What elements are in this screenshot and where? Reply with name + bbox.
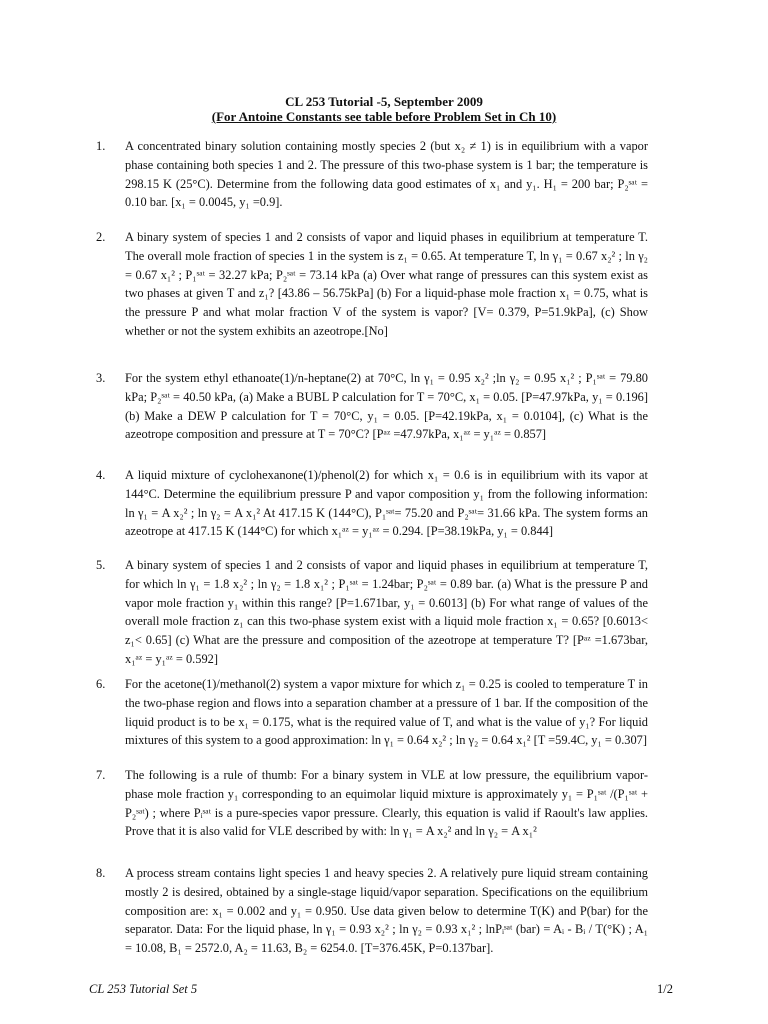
page-number: 1/2 bbox=[657, 982, 673, 996]
problem-text: A process stream contains light species 1 and heavy species 2. A relatively pure liquid stream containing mostly 2 is desired, obtained by a single-stage liquid/vapor separation. Specifications on the equilibrium composition are: x₁ = 0.002 and y₁ = 0.950. Use data given below to determine T(K) and P(bar) for the separator. Data: For the liquid phase, ln γ₁ = 0.93 x₂² ; ln γ₂ = 0.93 x₁² ; lnPᵢˢᵃᵗ (bar) = Aᵢ - Bᵢ / T(°K) ; A₁ = 10.08, B₁ = 2572.0, A₂ = 11.63, B₂ = 6254.0. [T=376.45K, P=0.137bar]. bbox=[125, 866, 648, 956]
problem-number: 3. bbox=[96, 371, 106, 385]
problem-6 bbox=[96, 675, 648, 755]
problem-number: 2. bbox=[96, 230, 106, 244]
problem-text: A binary system of species 1 and 2 consists of vapor and liquid phases in equilibrium at temperature T, for which ln γ₁ = 1.8 x₂² ; ln γ₂ = 1.8 x₁² ; P₁ˢᵃᵗ = 1.24bar; P₂ˢᵃᵗ = 0.89 bar. (a) What is the pressure P and vapor mole fraction y₁ within this range? [P=1.671bar, y₁ = 0.6013] (b) For what range of values of the overall mole fraction z₁ can this two-phase system exist with a liquid mole fraction x₁ = 0.65? [0.6013< z₁< 0.65] (c) What are the pressure and composition of the azeotrope at temperature T? [Pᵃᶻ =1.673bar, x₁ᵃᶻ = y₁ᵃᶻ = 0.592] bbox=[125, 558, 648, 666]
problem-number: 6. bbox=[96, 677, 106, 691]
problem-text: For the system ethyl ethanoate(1)/n-heptane(2) at 70°C, ln γ₁ = 0.95 x₂² ;ln γ₂ = 0.95 x₁² ; P₁ˢᵃᵗ = 79.80 kPa; P₂ˢᵃᵗ = 40.50 kPa, (a) Make a BUBL P calculation for T = 70°C, x₁ = 0.05. [P=47.97kPa, y₁ = 0.196] (b) Make a DEW P calculation for T = 70°C, y₁ = 0.05. [P=42.19kPa, x₁ = 0.0104], (c) What is the azeotrope composition and pressure at T = 70°C? [Pᵃᶻ =47.97kPa, x₁ᵃᶻ = y₁ᵃᶻ = 0.857] bbox=[125, 371, 648, 442]
problem-number: 7. bbox=[96, 768, 106, 782]
problem-2 bbox=[96, 228, 648, 348]
problem-number: 8. bbox=[96, 866, 106, 880]
problem-text: A liquid mixture of cyclohexanone(1)/phenol(2) for which x₁ = 0.6 is in equilibrium with its vapor at 144°C. Determine the equilibrium pressure P and vapor composition y₁ from the following information: ln γ₁ = A x₂² ; ln γ₂ = A x₁² At 417.15 K (144°C), P₁ˢᵃᵗ= 75.20 and P₂ˢᵃᵗ= 31.66 kPa. The system forms an azeotrope at 417.15 K (144°C) for which x₁ᵃᶻ = y₁ᵃᶻ = 0.294. [P=38.19kPa, y₁ = 0.844] bbox=[125, 468, 648, 539]
problem-1 bbox=[96, 137, 648, 217]
problem-3 bbox=[96, 369, 648, 457]
problem-4 bbox=[96, 466, 648, 548]
problem-text: For the acetone(1)/methanol(2) system a vapor mixture for which z₁ = 0.25 is cooled to temperature T in the two-phase region and flows into a separation chamber at a pressure of 1 bar. If the composition of the liquid product is to be x₁ = 0.175, what is the required value of T, and what is the value of y₁? For liquid mixtures of this system to a good approximation: ln γ₁ = 0.64 x₂² ; ln γ₂ = 0.64 x₁² [T =59.4C, y₁ = 0.307] bbox=[125, 677, 648, 748]
problem-number: 4. bbox=[96, 468, 106, 482]
document-title: CL 253 Tutorial -5, September 2009 bbox=[285, 94, 483, 109]
footer-title: CL 253 Tutorial Set 5 bbox=[89, 982, 198, 996]
problem-text: A binary system of species 1 and 2 consists of vapor and liquid phases in equilibrium at temperature T. The overall mole fraction of species 1 in the system is z₁ = 0.65. At temperature T, ln γ₁ = 0.67 x₂² ; ln γ₂ = 0.67 x₁² ; P₁ˢᵃᵗ = 32.27 kPa; P₂ˢᵃᵗ = 73.14 kPa (a) Over what range of pressures can this system exist as two phases at given T and z₁? [43.86 – 56.75kPa] (b) For a liquid-phase mole fraction x₁ = 0.75, what is the pressure P and what molar fraction V of the system is vapor? [V= 0.379, P=51.9kPa], (c) Show whether or not the system exhibits an azeotrope.[No] bbox=[125, 230, 648, 338]
problem-text: The following is a rule of thumb: For a binary system in VLE at low pressure, the equilibrium vapor-phase mole fraction y₁ corresponding to an equimolar liquid mixture is approximately y₁ = P₁ˢᵃᵗ /(P₁ˢᵃᵗ + P₂ˢᵃᵗ) ; where Pᵢˢᵃᵗ is a pure-species vapor pressure. Clearly, this equation is valid if Raoult's law applies. Prove that it is also valid for VLE described by with: ln γ₁ = A x₂² and ln γ₂ = A x₁² bbox=[125, 768, 648, 839]
problem-number: 5. bbox=[96, 558, 106, 572]
problem-number: 1. bbox=[96, 139, 106, 153]
problem-text: A concentrated binary solution containing mostly species 2 (but x₂ ≠ 1) is in equilibrium with a vapor phase containing both species 1 and 2. The pressure of this two-phase system is 1 bar; the temperature is 298.15 K (25°C). Determine from the following data good estimates of x₁ and y₁. H₁ = 200 bar; P₂ˢᵃᵗ = 0.10 bar. [x₁ = 0.0045, y₁ =0.9]. bbox=[125, 139, 648, 210]
problem-7 bbox=[96, 766, 648, 848]
problem-5 bbox=[96, 556, 648, 666]
problem-8 bbox=[96, 864, 648, 968]
document-subtitle: (For Antoine Constants see table before Problem Set in Ch 10) bbox=[211, 109, 557, 124]
